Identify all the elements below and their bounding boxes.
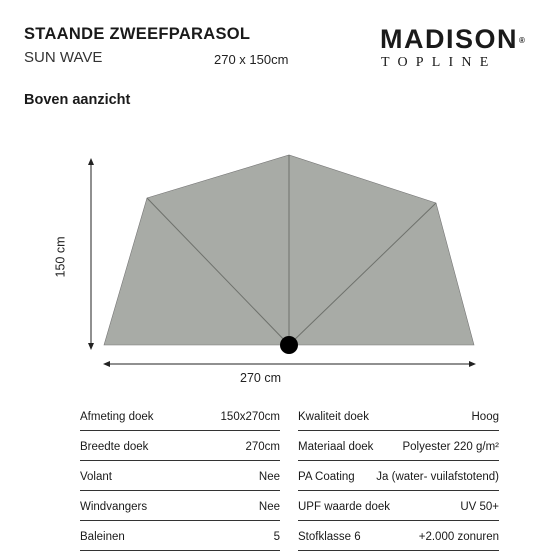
spec-value: Polyester 220 g/m²: [402, 440, 499, 453]
spec-value: Nee: [258, 500, 280, 513]
spec-table-right: [298, 401, 499, 551]
spec-row: [80, 491, 280, 521]
spec-label: Stofklasse 6: [298, 530, 361, 543]
width-dimension-line: [103, 361, 476, 367]
product-dimensions: 270 x 150cm: [214, 52, 289, 67]
spec-table-left: [80, 401, 280, 551]
spec-value: +2.000 zonuren: [418, 530, 499, 543]
product-title: STAANDE ZWEEFPARASOL: [24, 25, 251, 43]
height-label: 150 cm: [53, 236, 68, 278]
brand-name: MADISON: [380, 24, 518, 54]
spec-row: [298, 401, 499, 431]
product-subtitle: SUN WAVE: [24, 49, 103, 66]
spec-value: Ja (water- vuilafstotend): [376, 470, 499, 483]
spec-label: Materiaal doek: [298, 440, 374, 453]
spec-row: [298, 431, 499, 461]
spec-row: [298, 521, 499, 551]
spec-label: Breedte doek: [80, 440, 149, 453]
spec-label: Kwaliteit doek: [298, 410, 369, 423]
spec-row: [80, 461, 280, 491]
brand-subline: TOPLINE: [381, 55, 497, 70]
spec-label: PA Coating: [298, 470, 355, 483]
spec-value: 270cm: [245, 440, 280, 453]
spec-value: Hoog: [471, 410, 499, 423]
spec-value: Nee: [258, 470, 280, 483]
registered-mark: ®: [519, 36, 525, 45]
spec-row: [80, 521, 280, 551]
spec-value: 150x270cm: [220, 410, 280, 423]
spec-row: [298, 461, 499, 491]
spec-label: Baleinen: [80, 530, 125, 543]
spec-label: Windvangers: [80, 500, 148, 513]
spec-row: [80, 401, 280, 431]
spec-label: Afmeting doek: [80, 410, 154, 423]
spec-label: Volant: [80, 470, 112, 483]
spec-value: 5: [273, 530, 280, 543]
view-label: Boven aanzicht: [24, 92, 131, 108]
spec-label: UPF waarde doek: [298, 500, 391, 513]
spec-value: UV 50+: [460, 500, 499, 513]
spec-row: [80, 431, 280, 461]
width-label: 270 cm: [240, 371, 281, 385]
parasol-pole: [280, 336, 298, 354]
height-dimension-line: [88, 158, 94, 350]
spec-row: [298, 491, 499, 521]
